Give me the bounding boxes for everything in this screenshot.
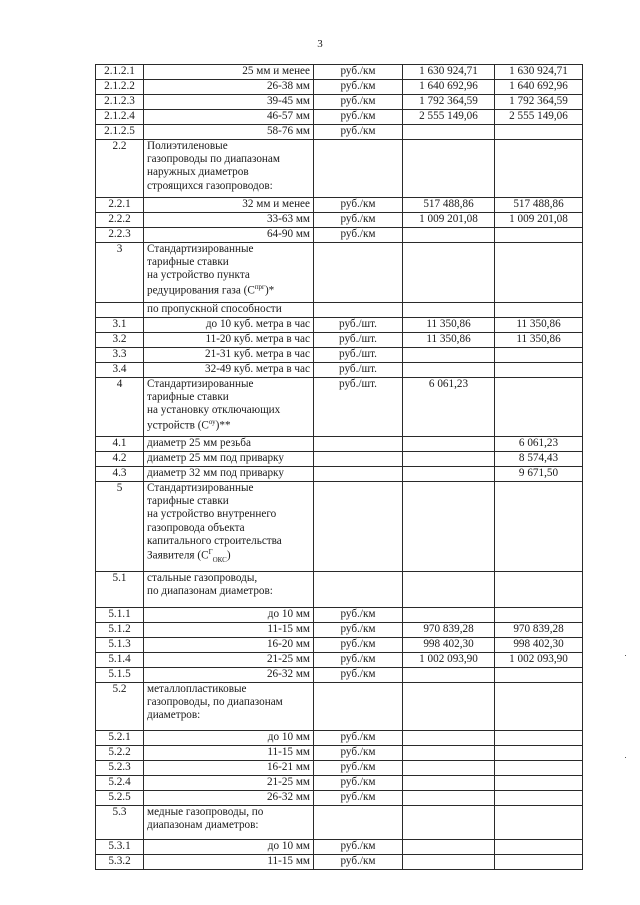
unit-cell: руб./км (314, 65, 403, 80)
rate-value-cell: 1 640 692,96 (495, 80, 583, 95)
row-description (144, 608, 314, 623)
unit-cell: руб./шт. (314, 348, 403, 363)
description-text: 11-15 мм (267, 855, 310, 867)
rate-value-cell (403, 140, 495, 198)
unit-cell: руб./шт. (314, 333, 403, 348)
description-text: по пропускной способности (147, 303, 282, 315)
tariff-table (95, 64, 583, 870)
table-row (96, 572, 583, 608)
unit-cell: руб./шт. (314, 363, 403, 378)
description-text: диаметр 25 мм под приварку (147, 452, 284, 464)
row-number: 3.4 (96, 363, 144, 378)
description-text: 39-45 мм (266, 95, 310, 107)
rate-value-cell (403, 243, 495, 303)
row-number: 5.2.5 (96, 791, 144, 806)
row-number: 5.1.3 (96, 638, 144, 653)
rate-value-cell (495, 731, 583, 746)
table-row (96, 806, 583, 840)
rate-value-cell: 9 671,50 (495, 467, 583, 482)
rate-value-cell (495, 855, 583, 870)
row-description (144, 731, 314, 746)
rate-value-cell: 998 402,30 (495, 638, 583, 653)
rate-value-cell: 11 350,86 (495, 318, 583, 333)
rate-value-cell: 6 061,23 (495, 437, 583, 452)
unit-cell: руб./км (314, 746, 403, 761)
rate-value-cell (495, 840, 583, 855)
table-row (96, 653, 583, 668)
unit-cell: руб./км (314, 761, 403, 776)
table-row (96, 467, 583, 482)
row-description (144, 243, 314, 303)
unit-cell (314, 482, 403, 572)
row-description (144, 110, 314, 125)
description-text: 21-25 мм (266, 776, 310, 788)
row-description (144, 791, 314, 806)
table-row (96, 840, 583, 855)
table-row (96, 213, 583, 228)
row-number: 5.3 (96, 806, 144, 840)
row-number: 2.1.2.1 (96, 65, 144, 80)
rate-value-cell (403, 363, 495, 378)
row-number: 5.1.5 (96, 668, 144, 683)
description-text: до 10 мм (267, 608, 310, 620)
table-row (96, 243, 583, 303)
scan-mark (625, 757, 626, 758)
row-description (144, 228, 314, 243)
rate-value-cell (495, 776, 583, 791)
row-description (144, 80, 314, 95)
row-number: 2.2.1 (96, 198, 144, 213)
rate-value-cell (403, 668, 495, 683)
row-description (144, 776, 314, 791)
description-text: 11-15 мм (267, 746, 310, 758)
row-number: 4.2 (96, 452, 144, 467)
unit-cell (314, 452, 403, 467)
rate-value-cell (403, 303, 495, 318)
rate-value-cell (403, 855, 495, 870)
table-row (96, 80, 583, 95)
description-text: до 10 куб. метра в час (205, 318, 310, 330)
tariff-table-body (96, 65, 583, 870)
row-description (144, 467, 314, 482)
table-row (96, 198, 583, 213)
unit-cell: руб./км (314, 125, 403, 140)
row-description (144, 806, 314, 840)
unit-cell: руб./км (314, 228, 403, 243)
description-text: Стандартизированные тарифные ставки на установку отключающих устройств (С (147, 378, 281, 432)
table-row (96, 452, 583, 467)
unit-cell (314, 467, 403, 482)
rate-value-cell: 1 792 364,59 (403, 95, 495, 110)
rate-value-cell (403, 572, 495, 608)
description-text: 25 мм и менее (242, 65, 310, 77)
description-subscript: ОКС (212, 556, 227, 565)
unit-cell: руб./км (314, 668, 403, 683)
description-text: 64-90 мм (266, 228, 310, 240)
row-description (144, 452, 314, 467)
row-number: 5.1.2 (96, 623, 144, 638)
description-text: 26-32 мм (266, 791, 310, 803)
unit-cell (314, 303, 403, 318)
row-description (144, 746, 314, 761)
description-superscript: оу (208, 417, 216, 426)
unit-cell: руб./км (314, 95, 403, 110)
row-description (144, 333, 314, 348)
table-row (96, 318, 583, 333)
table-row (96, 683, 583, 731)
rate-value-cell (403, 467, 495, 482)
description-tail: ) (226, 549, 231, 562)
description-text: 26-38 мм (266, 80, 310, 92)
table-row (96, 638, 583, 653)
table-row (96, 776, 583, 791)
row-description (144, 378, 314, 437)
row-description (144, 855, 314, 870)
row-number: 5.2 (96, 683, 144, 731)
description-text: 32-49 куб. метра в час (205, 363, 310, 375)
row-description (144, 761, 314, 776)
unit-cell: руб./км (314, 776, 403, 791)
row-number: 3.1 (96, 318, 144, 333)
row-description (144, 65, 314, 80)
table-row (96, 65, 583, 80)
unit-cell: руб./км (314, 110, 403, 125)
rate-value-cell: 1 009 201,08 (403, 213, 495, 228)
row-description (144, 198, 314, 213)
rate-value-cell (495, 243, 583, 303)
description-text: до 10 мм (267, 840, 310, 852)
rate-value-cell (403, 776, 495, 791)
row-description (144, 482, 314, 572)
unit-cell: руб./км (314, 213, 403, 228)
rate-value-cell: 1 002 093,90 (403, 653, 495, 668)
description-text: 32 мм и менее (242, 198, 310, 210)
rate-value-cell: 517 488,86 (495, 198, 583, 213)
row-description (144, 125, 314, 140)
rate-value-cell (495, 482, 583, 572)
unit-cell (314, 572, 403, 608)
rate-value-cell (403, 452, 495, 467)
row-description (144, 572, 314, 608)
rate-value-cell: 1 640 692,96 (403, 80, 495, 95)
rate-value-cell: 6 061,23 (403, 378, 495, 437)
row-number: 2.1.2.2 (96, 80, 144, 95)
description-text: до 10 мм (267, 731, 310, 743)
row-number: 5.1.1 (96, 608, 144, 623)
rate-value-cell (403, 482, 495, 572)
row-number: 5 (96, 482, 144, 572)
row-number: 5.1.4 (96, 653, 144, 668)
table-row (96, 608, 583, 623)
unit-cell: руб./км (314, 855, 403, 870)
rate-value-cell: 1 792 364,59 (495, 95, 583, 110)
unit-cell: руб./шт. (314, 378, 403, 437)
rate-value-cell (495, 140, 583, 198)
row-number: 2.2.3 (96, 228, 144, 243)
description-text: Стандартизированные тарифные ставки на устройство пункта редуцирования газа (С (147, 243, 255, 297)
row-description (144, 140, 314, 198)
table-row (96, 731, 583, 746)
rate-value-cell: 2 555 149,06 (403, 110, 495, 125)
unit-cell (314, 243, 403, 303)
row-number: 2.2 (96, 140, 144, 198)
description-text: Стандартизированные тарифные ставки на устройство внутреннего газопровода объекта капитального строительства Заявителя (С (147, 482, 282, 562)
unit-cell: руб./км (314, 791, 403, 806)
row-number: 3.2 (96, 333, 144, 348)
row-description (144, 623, 314, 638)
table-row (96, 110, 583, 125)
rate-value-cell: 8 574,43 (495, 452, 583, 467)
row-description (144, 638, 314, 653)
rate-value-cell (495, 125, 583, 140)
rate-value-cell (495, 363, 583, 378)
row-number: 5.2.2 (96, 746, 144, 761)
rate-value-cell (403, 746, 495, 761)
table-row (96, 363, 583, 378)
description-text: 46-57 мм (266, 110, 310, 122)
rate-value-cell: 970 839,28 (495, 623, 583, 638)
rate-value-cell (403, 608, 495, 623)
description-tail: )* (264, 284, 275, 297)
unit-cell (314, 140, 403, 198)
unit-cell: руб./км (314, 608, 403, 623)
rate-value-cell: 11 350,86 (403, 318, 495, 333)
row-description (144, 363, 314, 378)
table-row (96, 761, 583, 776)
table-row (96, 95, 583, 110)
unit-cell: руб./км (314, 653, 403, 668)
rate-value-cell: 2 555 149,06 (495, 110, 583, 125)
rate-value-cell (403, 683, 495, 731)
rate-value-cell: 11 350,86 (495, 333, 583, 348)
rate-value-cell (495, 378, 583, 437)
rate-value-cell: 517 488,86 (403, 198, 495, 213)
table-row (96, 303, 583, 318)
table-row (96, 228, 583, 243)
rate-value-cell (495, 683, 583, 731)
table-row (96, 623, 583, 638)
row-number: 5.1 (96, 572, 144, 608)
description-text: металлопластиковые газопроводы, по диапазонам диаметров: (147, 683, 283, 722)
unit-cell: руб./км (314, 198, 403, 213)
description-text: 58-76 мм (266, 125, 310, 137)
rate-value-cell (495, 668, 583, 683)
table-row (96, 855, 583, 870)
row-number: 3 (96, 243, 144, 303)
unit-cell (314, 806, 403, 840)
row-description (144, 213, 314, 228)
table-row (96, 791, 583, 806)
description-text: 33-63 мм (266, 213, 310, 225)
rate-value-cell (495, 806, 583, 840)
unit-cell: руб./шт. (314, 318, 403, 333)
description-text: 11-15 мм (267, 623, 310, 635)
table-row (96, 482, 583, 572)
description-text: 26-32 мм (266, 668, 310, 680)
rate-value-cell (495, 746, 583, 761)
rate-value-cell: 1 630 924,71 (403, 65, 495, 80)
row-description (144, 683, 314, 731)
rate-value-cell (495, 303, 583, 318)
rate-value-cell (403, 228, 495, 243)
row-number: 5.3.2 (96, 855, 144, 870)
rate-value-cell: 1 630 924,71 (495, 65, 583, 80)
scan-mark (625, 655, 626, 656)
rate-value-cell: 970 839,28 (403, 623, 495, 638)
row-number: 4.1 (96, 437, 144, 452)
row-number: 2.1.2.3 (96, 95, 144, 110)
row-number: 5.2.4 (96, 776, 144, 791)
unit-cell (314, 683, 403, 731)
table-row (96, 746, 583, 761)
rate-value-cell (495, 572, 583, 608)
unit-cell: руб./км (314, 638, 403, 653)
description-text: медные газопроводы, по диапазонам диаметров: (147, 806, 264, 832)
description-text: стальные газопроводы, по диапазонам диаметров: (147, 572, 273, 598)
description-text: 16-20 мм (266, 638, 310, 650)
table-row (96, 333, 583, 348)
row-number: 5.2.1 (96, 731, 144, 746)
description-text: 21-31 куб. метра в час (205, 348, 310, 360)
rate-value-cell (495, 348, 583, 363)
rate-value-cell (495, 761, 583, 776)
rate-value-cell (403, 437, 495, 452)
rate-value-cell: 1 002 093,90 (495, 653, 583, 668)
unit-cell (314, 437, 403, 452)
rate-value-cell: 11 350,86 (403, 333, 495, 348)
row-number: 5.3.1 (96, 840, 144, 855)
rate-value-cell (403, 840, 495, 855)
row-number: 5.2.3 (96, 761, 144, 776)
description-text: диаметр 32 мм под приварку (147, 467, 284, 479)
row-number: 3.3 (96, 348, 144, 363)
row-description (144, 840, 314, 855)
description-text: 16-21 мм (266, 761, 310, 773)
table-row (96, 437, 583, 452)
table-row (96, 348, 583, 363)
row-description (144, 668, 314, 683)
table-row (96, 668, 583, 683)
table-row (96, 378, 583, 437)
rate-value-cell (403, 806, 495, 840)
row-number: 4.3 (96, 467, 144, 482)
row-number: 2.2.2 (96, 213, 144, 228)
table-row (96, 125, 583, 140)
rate-value-cell: 998 402,30 (403, 638, 495, 653)
rate-value-cell (495, 791, 583, 806)
table-row (96, 140, 583, 198)
rate-value-cell (403, 761, 495, 776)
rate-value-cell (403, 348, 495, 363)
unit-cell: руб./км (314, 80, 403, 95)
unit-cell: руб./км (314, 623, 403, 638)
description-tail: )** (215, 419, 231, 432)
page-number: 3 (317, 38, 323, 50)
description-text: 11-20 куб. метра в час (205, 333, 310, 345)
row-description (144, 653, 314, 668)
row-number: 2.1.2.4 (96, 110, 144, 125)
row-description (144, 318, 314, 333)
rate-value-cell (495, 608, 583, 623)
unit-cell: руб./км (314, 840, 403, 855)
description-text: диаметр 25 мм резьба (147, 437, 251, 449)
row-description (144, 303, 314, 318)
description-superscript: Г (208, 548, 213, 557)
row-number (96, 303, 144, 318)
description-superscript: прг (254, 282, 265, 291)
unit-cell: руб./км (314, 731, 403, 746)
description-text: Полиэтиленовые газопроводы по диапазонам наружных диаметров строящихся газопроводов: (147, 140, 280, 192)
rate-value-cell (403, 731, 495, 746)
rate-value-cell: 1 009 201,08 (495, 213, 583, 228)
row-number: 4 (96, 378, 144, 437)
row-description (144, 348, 314, 363)
row-description (144, 95, 314, 110)
row-number: 2.1.2.5 (96, 125, 144, 140)
rate-value-cell (495, 228, 583, 243)
row-description (144, 437, 314, 452)
rate-value-cell (403, 791, 495, 806)
rate-value-cell (403, 125, 495, 140)
description-text: 21-25 мм (266, 653, 310, 665)
